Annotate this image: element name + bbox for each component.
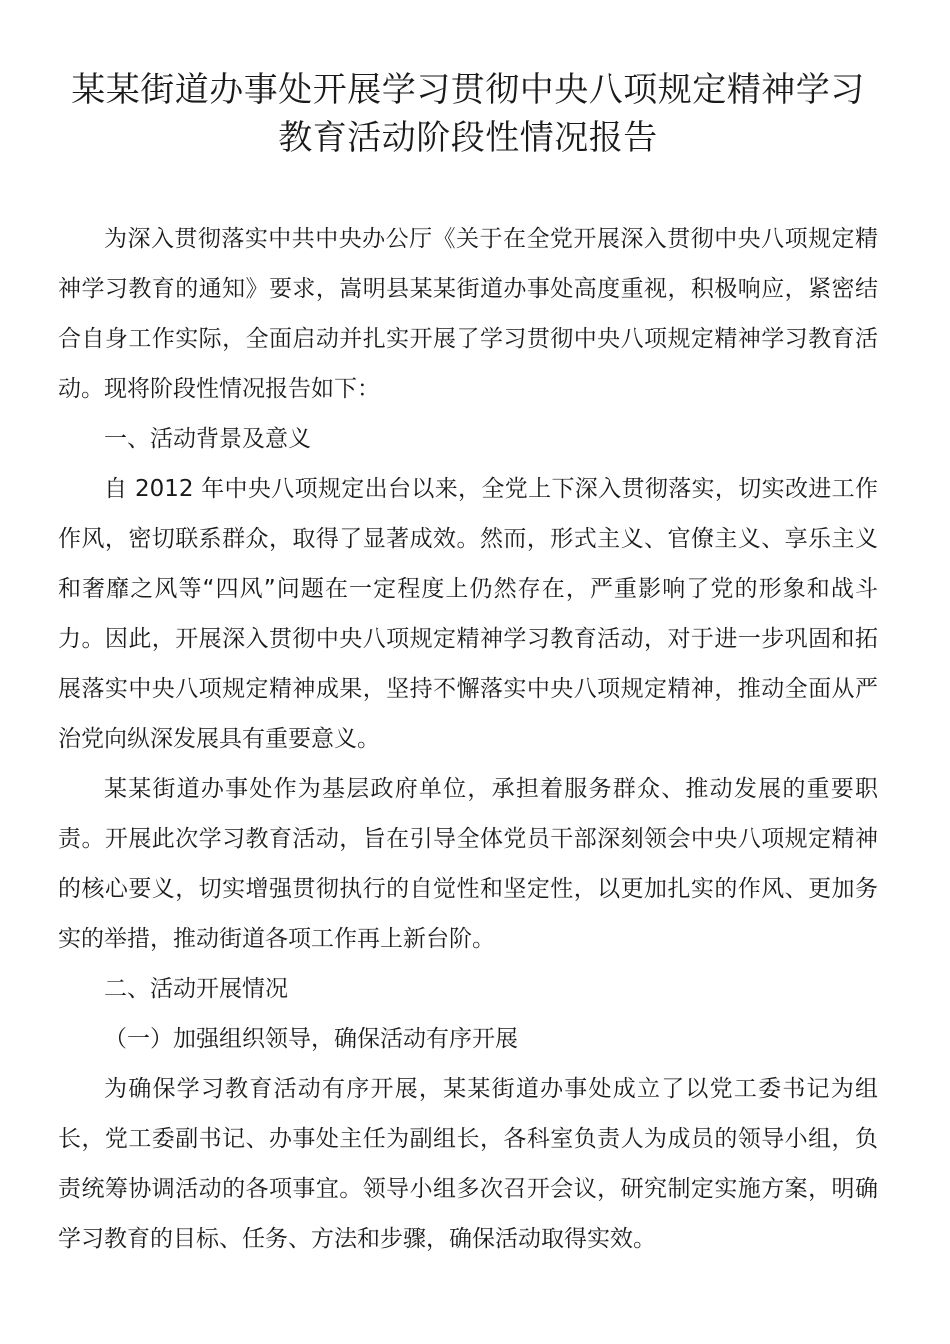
title-line-2: 教育活动阶段性情况报告 xyxy=(278,118,658,158)
paragraph-organization: 为确保学习教育活动有序开展，某某街道办事处成立了以党工委书记为组长，党工委副书记、办事处主任为副组长，各科室负责人为成员的领导小组，负责统筹协调活动的各项事宜。领导小组多次召开会议，研究制定实施方案，明确学习教育的目标、任务、方法和步骤，确保活动取得实效。 xyxy=(58,1076,878,1252)
section-heading-1: 一、活动背景及意义 xyxy=(104,426,311,452)
document-body xyxy=(58,214,878,1264)
paragraph-background: 自 2012 年中央八项规定出台以来，全党上下深入贯彻落实，切实改进工作作风，密切联系群众，取得了显著成效。然而，形式主义、官僚主义、享乐主义和奢靡之风等“四风”问题在一定程度上仍然存在，严重影响了党的形象和战斗力。因此，开展深入贯彻中央八项规定精神学习教育活动，对于进一步巩固和拓展落实中央八项规定精神成果，坚持不懈落实中央八项规定精神，推动全面从严治党向纵深发展具有重要意义。 xyxy=(58,476,878,752)
paragraph-intro: 为深入贯彻落实中共中央办公厅《关于在全党开展深入贯彻中央八项规定精神学习教育的通知》要求，嵩明县某某街道办事处高度重视，积极响应，紧密结合自身工作实际，全面启动并扎实开展了学习贯彻中央八项规定精神学习教育活动。现将阶段性情况报告如下： xyxy=(58,226,878,402)
paragraph-significance: 某某街道办事处作为基层政府单位，承担着服务群众、推动发展的重要职责。开展此次学习教育活动，旨在引导全体党员干部深刻领会中央八项规定精神的核心要义，切实增强贯彻执行的自觉性和坚定性，以更加扎实的作风、更加务实的举措，推动街道各项工作再上新台阶。 xyxy=(58,776,878,952)
document-title xyxy=(58,66,878,162)
section-heading-2: 二、活动开展情况 xyxy=(104,976,288,1002)
subsection-heading-1: （一）加强组织领导，确保活动有序开展 xyxy=(104,1026,518,1052)
title-line-1: 某某街道办事处开展学习贯彻中央八项规定精神学习 xyxy=(71,70,865,110)
